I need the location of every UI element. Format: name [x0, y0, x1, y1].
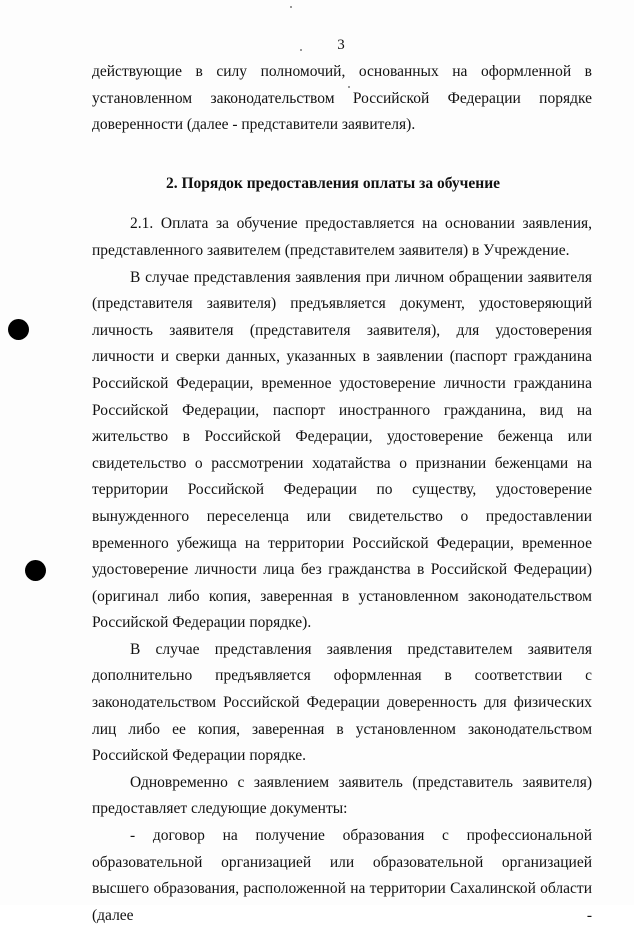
paragraph: В случае представления заявления при личном обращении заявителя (представителя заявителя) предъявляется документ, удостоверяющий личность заявителя (представителя заявителя), для удостоверения личности и сверки данных, указанных в заявлении (паспорт гражданина Российской Федерации, временное удостоверение личности гражданина Российской Федерации, паспорт иностранного гражданина, вид на жительство в Российской Федерации, удостоверение беженца или свидетельство о рассмотрении ходатайства о признании беженцами на территории Российской Федерации по существу, удостоверение вынужденного переселенца или свидетельство о предоставлении временного убежища на территории Российской Федерации, временное удостоверение личности лица без гражданства в Российской Федерации) (оригинал либо копия, заверенная в установленном законодательством Российской Федерации порядке). [92, 268, 592, 632]
scan-speck [290, 6, 292, 8]
heading-spacer [92, 197, 592, 211]
list-item: - договор на получение образования с профессиональной образовательной организацией или образовательной организацией высшего образования, расположенной на территории Сахалинской области (далее - [92, 827, 592, 924]
scan-speck [348, 86, 350, 88]
section-heading: 2. Порядок предоставления оплаты за обучение [166, 174, 501, 192]
paragraph: В случае представления заявления представителем заявителя дополнительно предъявляется оформленная в соответствии с законодательством Российской Федерации доверенность для физических лиц либо ее копия, заверенная в установленном законодательством Российской Федерации порядке. [92, 640, 592, 765]
intro-paragraph: действующие в силу полномочий, основанных на оформленной в установленном законодательством Российской Федерации порядке доверенности (далее - представители заявителя). [92, 63, 592, 134]
punch-hole-mark [25, 560, 46, 581]
paragraph: Одновременно с заявлением заявитель (представитель заявителя) предоставляет следующие документы: [92, 773, 592, 818]
punch-hole-mark [8, 319, 29, 340]
scan-speck [300, 49, 302, 51]
paragraph: 2.1. Оплата за обучение предоставляется на основании заявления, представленного заявителем (представителем заявителя) в Учреждение. [92, 215, 592, 259]
document-body [92, 59, 592, 929]
heading-spacer [92, 139, 592, 171]
page-number: 3 [337, 37, 345, 53]
